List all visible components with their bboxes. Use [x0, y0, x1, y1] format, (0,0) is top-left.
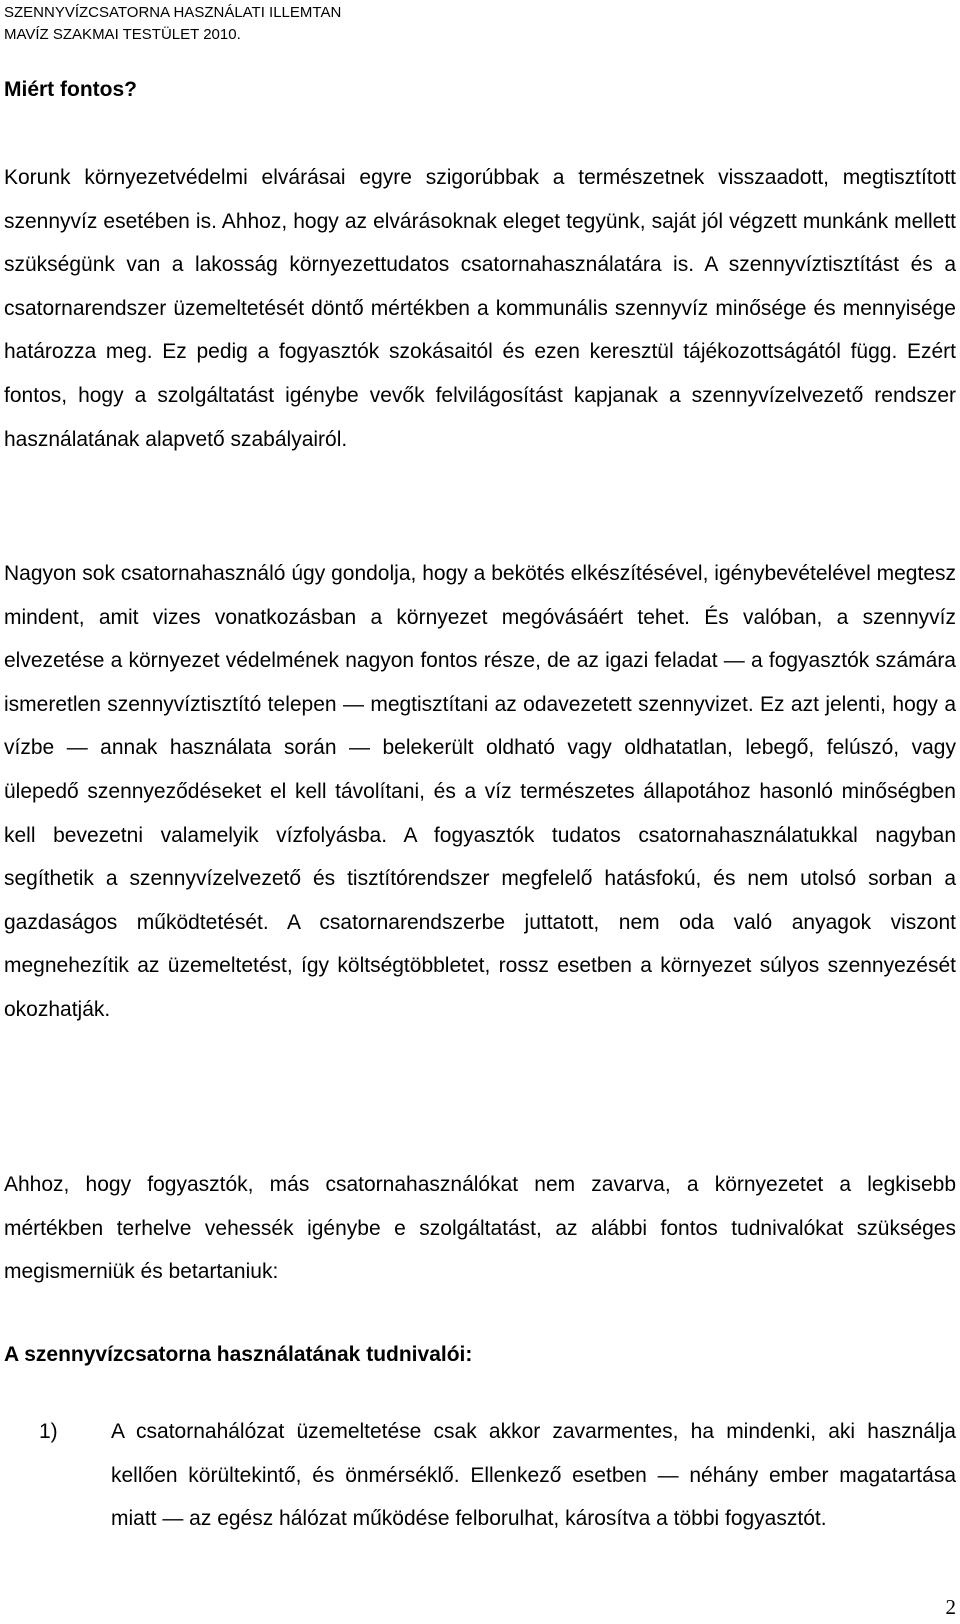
- paragraph-intro: Korunk környezetvédelmi elvárásai egyre szigorúbbak a természetnek visszaadott, megtisztított szennyvíz esetében is. Ahhoz, hogy az elvárásoknak eleget tegyünk, saját jól végzett munkánk mellett szükségünk van a lakosság környezettudatos csatornahasználatára is. A szennyvíztisztítást és a csatornarendszer üzemeltetését döntő mértékben a kommunális szennyvíz minősége és mennyisége határozza meg. Ez pedig a fogyasztók szokásaitól és ezen keresztül tájékozottságától függ. Ezért fontos, hogy a szolgáltatást igénybe vevők felvilágosítást kapjanak a szennyvízelvezető rendszer használatának alapvető szabályairól.: [4, 166, 956, 451]
- page-number: 2: [945, 1595, 956, 1619]
- document-header: [4, 2, 341, 46]
- list-item-text: A csatornahálózat üzemeltetése csak akkor zavarmentes, ha mindenki, aki használja kellően körültekintő, és önmérséklő. Ellenkező esetben — néhány ember magatartása miatt — az egész hálózat működése felborulhat, károsítva a többi fogyasztót.: [111, 1420, 956, 1531]
- header-title: SZENNYVÍZCSATORNA HASZNÁLATI ILLEMTAN: [4, 4, 342, 21]
- list-item-number: 1): [39, 1420, 58, 1443]
- section-heading-sewer-usage-rules: A szennyvízcsatorna használatának tudnivalói:: [4, 1343, 473, 1366]
- section-heading-why-important: Miért fontos?: [4, 78, 137, 101]
- paragraph-guidelines-intro: Ahhoz, hogy fogyasztók, más csatornahasználókat nem zavarva, a környezetet a legkisebb mértékben terhelve vehessék igénybe e szolgáltatást, az alábbi fontos tudnivalókat szükséges megismerniük és betartaniuk:: [4, 1173, 956, 1284]
- paragraph-environment: Nagyon sok csatornahasználó úgy gondolja, hogy a bekötés elkészítésével, igénybevételével megtesz mindent, amit vizes vonatkozásban a környezet megóvásáért tehet. És valóban, a szennyvíz elvezetése a környezet védelmének nagyon fontos része, de az igazi feladat — a fogyasztók számára ismeretlen szennyvíztisztító telepen — megtisztítani az odavezetett szennyvizet. Ez azt jelenti, hogy a vízbe — annak használata során — belekerült oldható vagy oldhatatlan, lebegő, felúszó, vagy ülepedő szennyeződéseket el kell távolítani, és a víz természetes állapotához hasonló minőségben kell bevezetni valamelyik vízfolyásba. A fogyasztók tudatos csatornahasználatukkal nagyban segíthetik a szennyvízelvezető és tisztítórendszer megfelelő hatásfokú, és nem utolsó sorban a gazdaságos működtetését. A csatornarendszerbe juttatott, nem oda való anyagok viszont megnehezítik az üzemeltetést, így költségtöbbletet, rossz esetben a környezet súlyos szennyezését okozhatják.: [4, 562, 956, 1021]
- header-subtitle: MAVÍZ SZAKMAI TESTÜLET 2010.: [4, 26, 241, 43]
